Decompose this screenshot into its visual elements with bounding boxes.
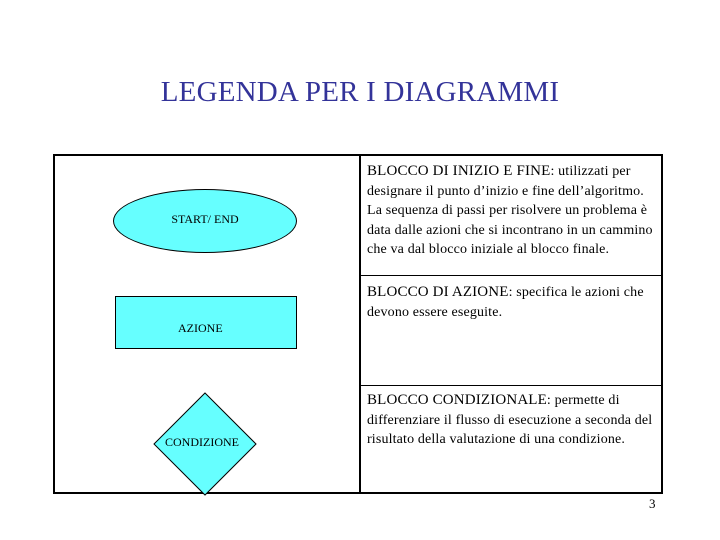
- action-label: AZIONE: [178, 321, 223, 335]
- start-end-term: BLOCCO DI INIZIO E FINE: [367, 163, 551, 179]
- action-term: BLOCCO DI AZIONE: [367, 284, 509, 300]
- condition-term: BLOCCO CONDIZIONALE: [367, 392, 547, 408]
- row-divider: [361, 385, 662, 386]
- page-number: 3: [649, 496, 656, 511]
- slide-title: LEGENDA PER I DIAGRAMMI: [160, 76, 560, 108]
- condition-label: CONDIZIONE: [165, 435, 239, 449]
- column-divider: [359, 156, 361, 492]
- condition-description: [367, 391, 659, 450]
- start-end-description: [367, 162, 659, 260]
- row-divider: [361, 275, 662, 276]
- action-text: : specifica le azioni che devono essere eseguite.: [367, 285, 644, 320]
- start-end-label: START/ END: [171, 212, 239, 226]
- start-end-text: : utilizzati per designare il punto d’inizio e fine dell’algoritmo. La sequenza di passi per risolvere un problema è data dalle azioni che si incontrano in un cammino che va dal blocco iniziale al blocco finale.: [367, 164, 653, 257]
- condition-text: : permette di differenziare il flusso di esecuzione a seconda del risultato della valutazione di una condizione.: [367, 393, 653, 447]
- action-description: [367, 283, 659, 322]
